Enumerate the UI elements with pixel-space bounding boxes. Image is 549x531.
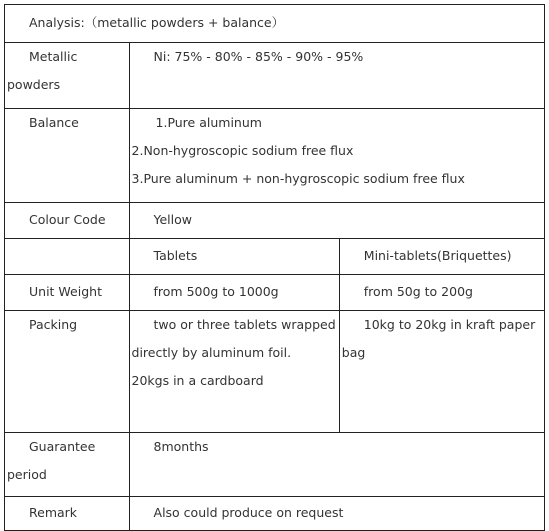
balance-label: Balance [29, 115, 79, 130]
tablets-header-cell [129, 239, 339, 275]
mini-header-cell [339, 239, 544, 275]
metallic-value: Ni: 75% - 80% - 85% - 90% - 95% [153, 49, 364, 64]
remark-row [5, 497, 545, 531]
packing-mini: 10kg to 20kg in kraft paper bag [341, 317, 536, 360]
balance-item-3: 3.Pure aluminum + non-hygroscopic sodium free flux [131, 171, 465, 186]
packing-tablets-line1: two or three tablets wrapped directly by aluminum foil. [131, 317, 336, 360]
guarantee-label: Guarantee period [7, 439, 96, 482]
guarantee-value-cell [129, 433, 544, 497]
colour-label: Colour Code [29, 212, 106, 227]
unit-weight-label: Unit Weight [29, 284, 102, 299]
types-row [5, 239, 545, 275]
guarantee-row [5, 433, 545, 497]
analysis-cell [5, 5, 545, 43]
packing-tablets-cell [129, 311, 339, 433]
balance-row [5, 109, 545, 203]
metallic-row [5, 43, 545, 109]
spec-table [4, 4, 545, 531]
analysis-header: Analysis:（metallic powders + balance） [29, 15, 285, 30]
packing-label: Packing [29, 317, 78, 332]
metallic-value-cell [129, 43, 544, 109]
tablets-header: Tablets [153, 248, 198, 263]
metallic-label-cell [5, 43, 130, 109]
packing-row [5, 311, 545, 433]
remark-value-cell [129, 497, 544, 531]
analysis-row [5, 5, 545, 43]
colour-row [5, 203, 545, 239]
colour-value: Yellow [153, 212, 192, 227]
packing-mini-cell [339, 311, 544, 433]
colour-label-cell [5, 203, 130, 239]
mini-header: Mini-tablets(Briquettes) [363, 248, 512, 263]
unit-weight-tablets: from 500g to 1000g [153, 284, 279, 299]
packing-tablets-line2: 20kgs in a cardboard [131, 373, 264, 388]
packing-label-cell [5, 311, 130, 433]
metallic-label: Metallic powders [7, 49, 78, 92]
unit-weight-mini: from 50g to 200g [363, 284, 473, 299]
remark-value: Also could produce on request [153, 505, 344, 520]
remark-label: Remark [29, 505, 78, 520]
unit-weight-row [5, 275, 545, 311]
unit-weight-label-cell [5, 275, 130, 311]
guarantee-label-cell [5, 433, 130, 497]
remark-label-cell [5, 497, 130, 531]
colour-value-cell [129, 203, 544, 239]
types-empty-cell [5, 239, 130, 275]
guarantee-value: 8months [153, 439, 209, 454]
balance-label-cell [5, 109, 130, 203]
unit-weight-mini-cell [339, 275, 544, 311]
balance-value-cell [129, 109, 544, 203]
balance-item-1: 1.Pure aluminum [155, 115, 262, 130]
balance-item-2: 2.Non-hygroscopic sodium free flux [131, 143, 354, 158]
unit-weight-tablets-cell [129, 275, 339, 311]
